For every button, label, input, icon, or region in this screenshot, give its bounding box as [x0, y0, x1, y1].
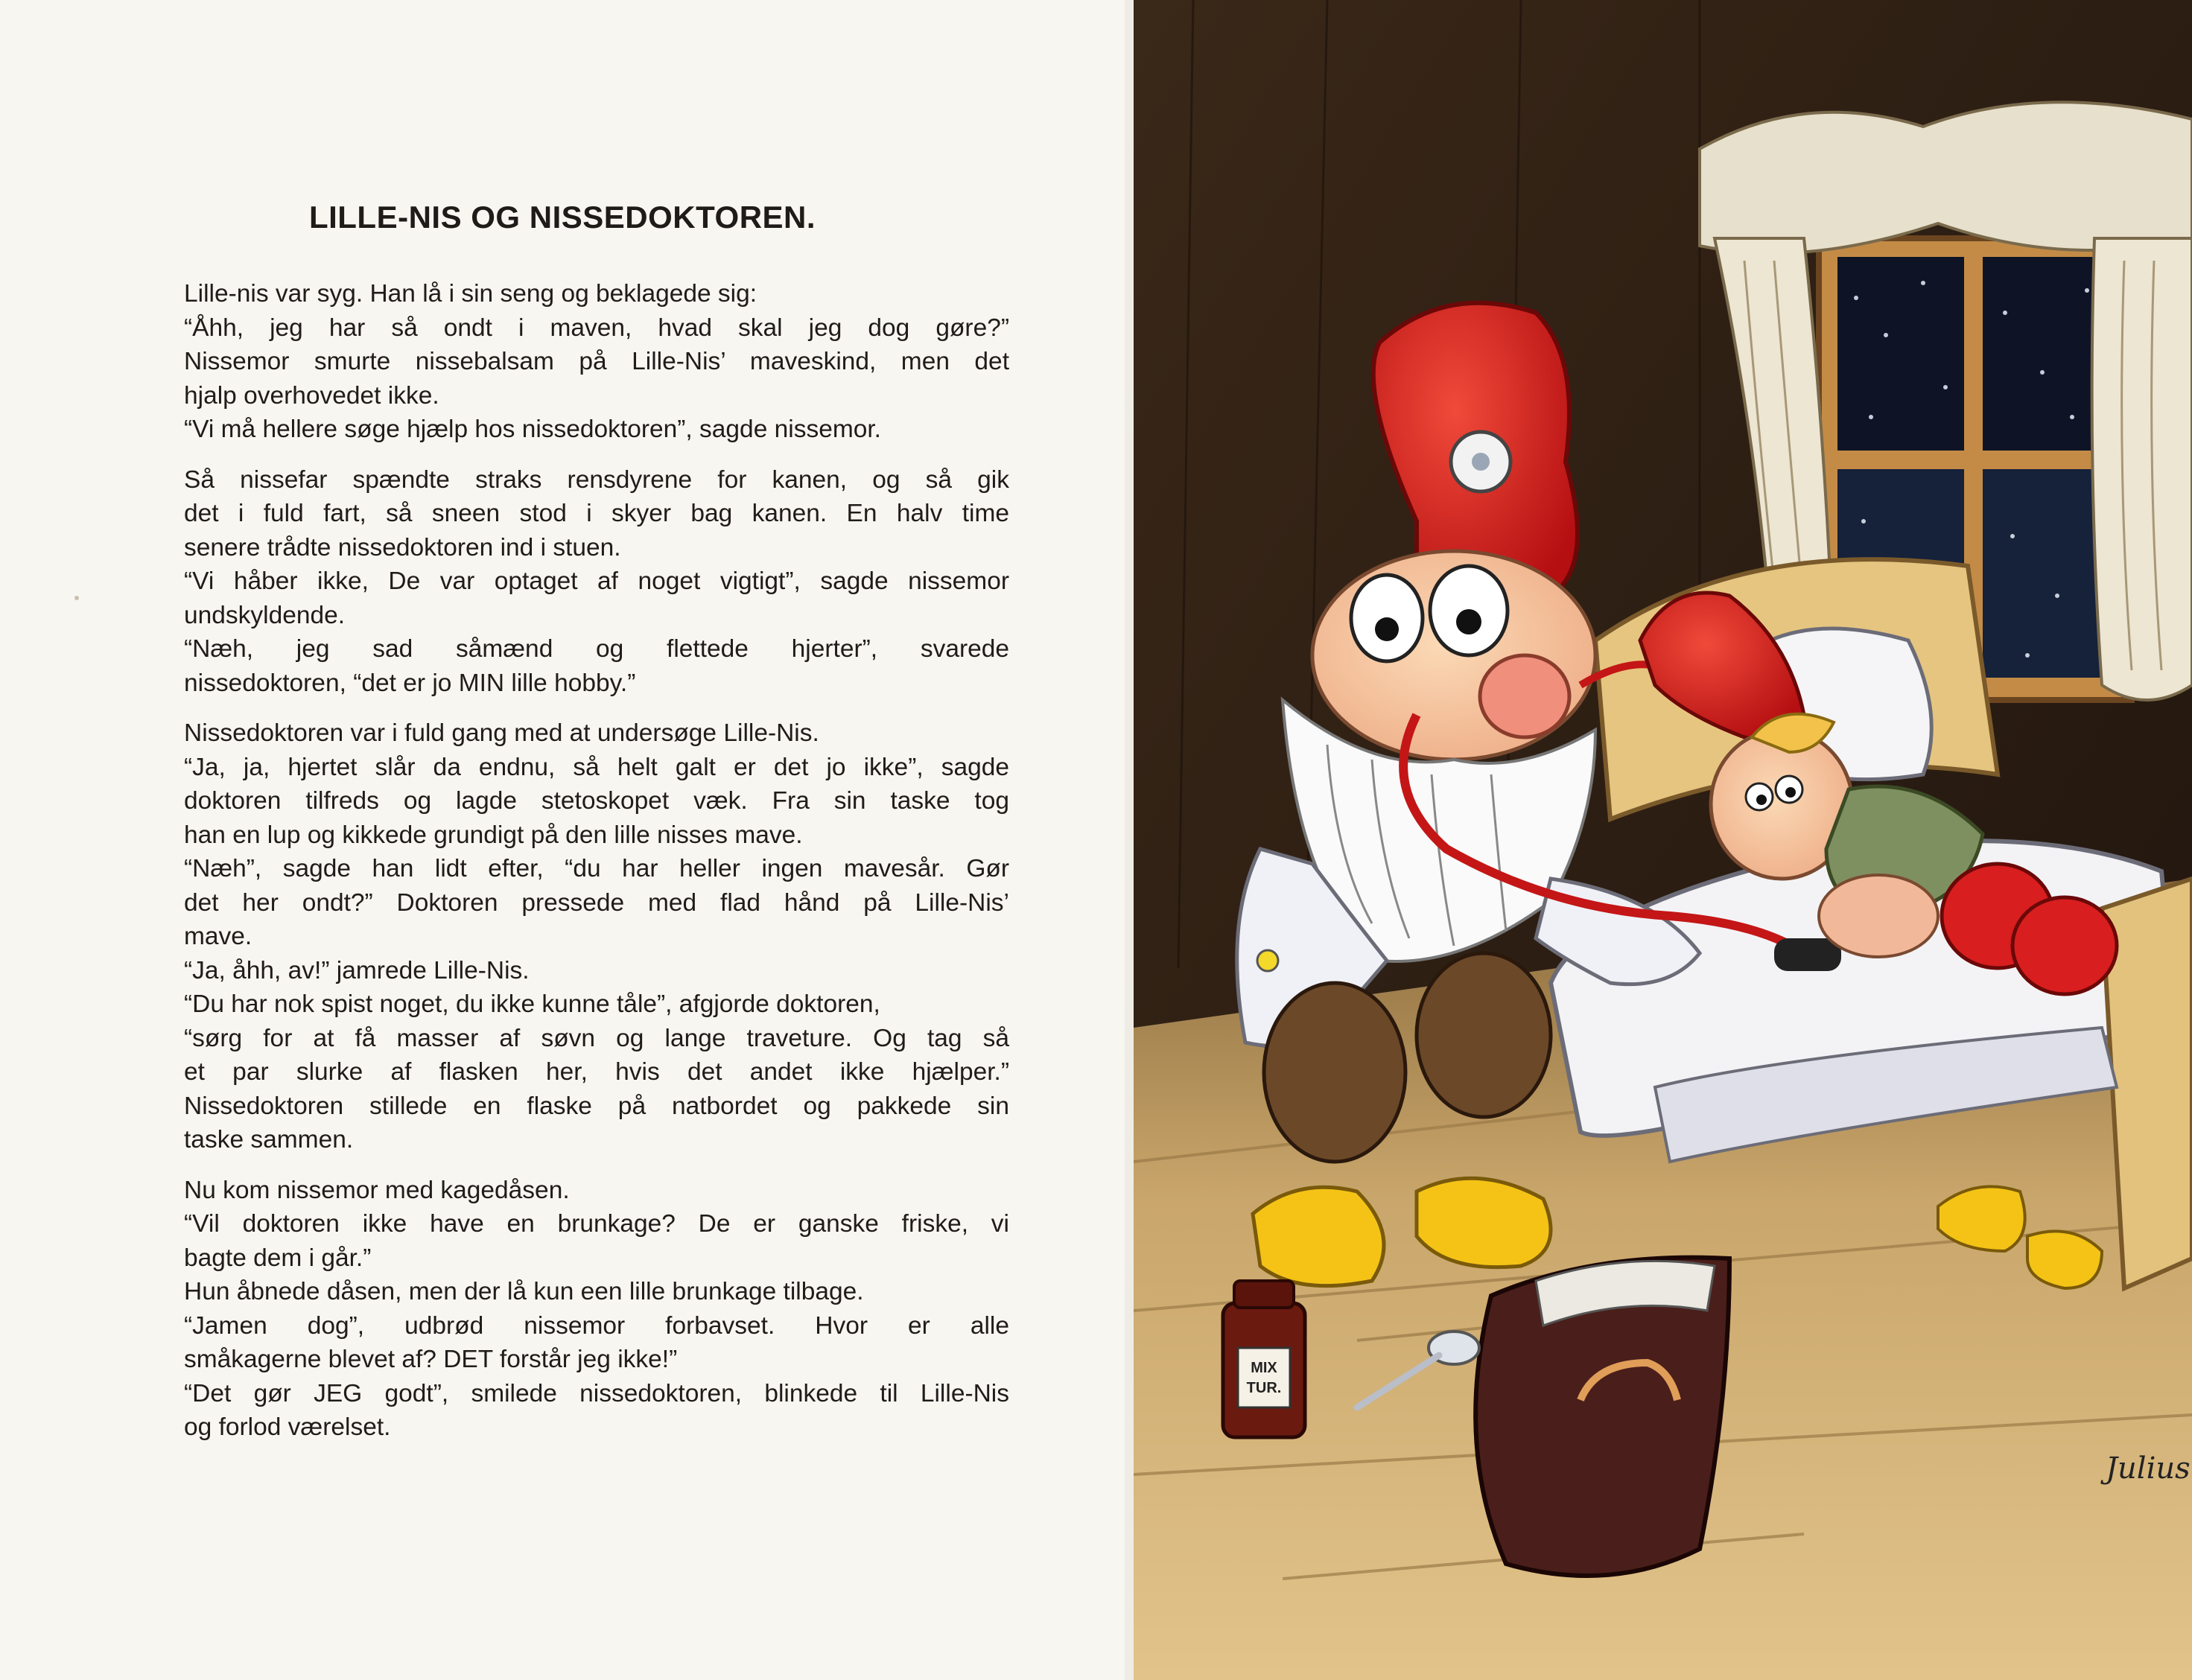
story-line: småkagerne blevet af? DET forstår jeg ikke!”: [184, 1346, 678, 1373]
story-line: han en lup og kikkede grundigt på den lille nisses mave.: [184, 821, 803, 849]
story-line: “Ja, åhh, av!” jamrede Lille-Nis.: [184, 956, 530, 984]
story-line: “Vi håber ikke, De var optaget af noget vigtigt”, sagde nissemor: [184, 567, 1009, 595]
medicine-bottle: [1223, 1281, 1305, 1437]
story-line: nissedoktoren, “det er jo MIN lille hobby.”: [184, 669, 636, 697]
story-line: “Ja, ja, hjertet slår da endnu, så helt galt er det jo ikke”, sagde: [184, 753, 1009, 781]
story-line: et par slurke af flasken her, hvis det andet ikke hjælper.”: [184, 1058, 1009, 1086]
bottle-label-line2: TUR.: [1246, 1380, 1282, 1396]
story-line: hjalp overhovedet ikke.: [184, 381, 439, 410]
story-line: det i fuld fart, så sneen stod i skyer bag kanen. En halv time: [184, 500, 1009, 527]
story-line: Så nissefar spændte straks rensdyrene for kanen, og så gik: [184, 465, 1009, 494]
story-line: “Vil doktoren ikke have en brunkage? De er ganske friske, vi: [184, 1210, 1009, 1238]
story-line: mave.: [184, 923, 252, 950]
story-line: Nissedoktoren var i fuld gang med at undersøge Lille-Nis.: [184, 719, 819, 747]
story-line: taske sammen.: [184, 1126, 354, 1154]
illustration-svg: [1134, 0, 2192, 1680]
story-paragraph: [184, 716, 1009, 1157]
story-line: “Næh”, sagde han lidt efter, “du har heller ingen mavesår. Gør: [184, 855, 1009, 882]
story-title: LILLE-NIS OG NISSEDOKTOREN.: [308, 200, 816, 235]
story-line: “Du har nok spist noget, du ikke kunne tåle”, afgjorde doktoren,: [184, 990, 880, 1018]
story-line: Nissemor smurte nissebalsam på Lille-Nis’ maveskind, men det: [184, 348, 1009, 375]
story-paragraph: [184, 277, 1009, 447]
story-line: Hun åbnede dåsen, men der lå kun een lille brunkage tilbage.: [184, 1278, 864, 1305]
story-line: og forlod værelset.: [184, 1413, 391, 1441]
page-gutter: [1125, 0, 1134, 1680]
story-body: [184, 277, 1009, 1461]
story-line: “Det gør JEG godt”, smilede nissedoktoren, blinkede til Lille-Nis: [184, 1379, 1009, 1407]
bottle-label-line1: MIX: [1251, 1360, 1277, 1376]
story-line: undskyldende.: [184, 601, 346, 629]
stethoscope-chestpiece-icon: [1774, 938, 1841, 971]
artist-signature: Julius: [2106, 1451, 2191, 1486]
story-line: Nissedoktoren stillede en flaske på natbordet og pakkede sin: [184, 1092, 1009, 1120]
paper-speck: [74, 596, 79, 600]
story-line: Lille-nis var syg. Han lå i sin seng og beklagede sig:: [184, 280, 757, 308]
story-line: doktoren tilfreds og lagde stetoskopet væk. Fra sin taske tog: [184, 787, 1009, 815]
story-line: Nu kom nissemor med kagedåsen.: [184, 1176, 570, 1204]
story-line: “Næh, jeg sad såmænd og flettede hjerter”, svarede: [184, 635, 1009, 663]
story-line: “Vi må hellere søge hjælp hos nissedoktoren”, sagde nissemor.: [184, 416, 881, 443]
story-line: bagte dem i går.”: [184, 1244, 372, 1272]
clog-left-icon: [1253, 1187, 1384, 1285]
story-line: “Åhh, jeg har så ondt i maven, hvad skal jeg dog gøre?”: [184, 314, 1009, 342]
story-line: “Jamen dog”, udbrød nissemor forbavset. Hvor er alle: [184, 1311, 1009, 1340]
doctor-bag: [1475, 1258, 1729, 1576]
story-paragraph: [184, 463, 1009, 701]
illustration-panel: [1134, 0, 2192, 1680]
story-line: “sørg for at få masser af søvn og lange traveture. Og tag så: [184, 1024, 1009, 1052]
story-paragraph: [184, 1174, 1009, 1445]
clog-right-icon: [1417, 1178, 1551, 1267]
story-line: senere trådte nissedoktoren ind i stuen.: [184, 533, 621, 561]
story-line: det her ondt?” Doktoren pressede med flad hånd på Lille-Nis’: [184, 888, 1009, 917]
